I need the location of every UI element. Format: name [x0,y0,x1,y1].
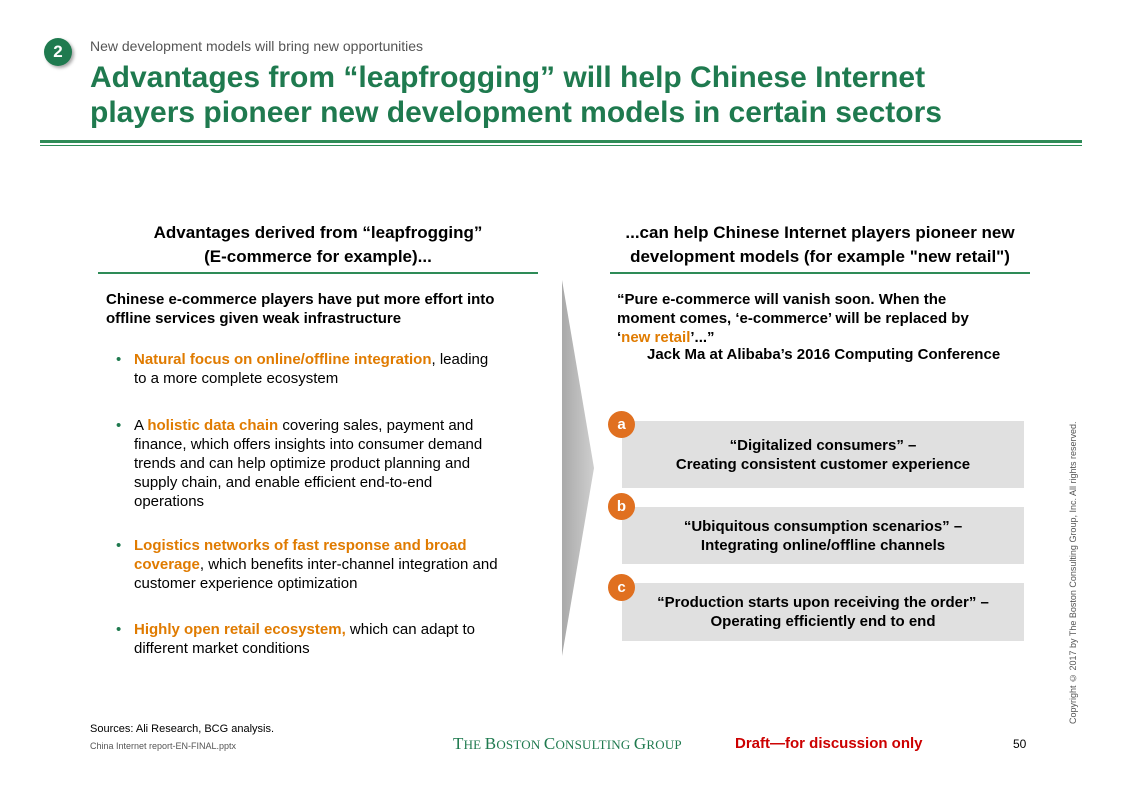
bullet-dot: • [116,621,122,638]
heading-line: Advantages derived from “leapfrogging” [153,223,483,242]
letter-badge-c: c [608,574,635,601]
card-ubiquitous-scenarios [622,507,1024,564]
intro-line: Chinese e-commerce players have put more effort into [106,291,495,308]
title-line: Advantages from “leapfrogging” will help Chinese Internet [90,61,926,94]
bullet-text: A [134,417,148,434]
bullet-text: which can adapt to [345,621,476,638]
page-number: 50 [1013,737,1027,751]
list-item [106,620,475,658]
card-digitalized-consumers [622,421,1024,488]
card-production-on-order [622,583,1024,641]
bullet-text: , leading [431,351,489,368]
letter-badge-b: b [608,493,635,520]
list-item [106,416,482,511]
quote-highlight: new retail [621,329,691,346]
sources-note: Sources: Ali Research, BCG analysis. [90,723,275,735]
heading-line: development models (for example "new retail") [630,247,1010,266]
heading-line: ...can help Chinese Internet players pioneer new [625,223,1015,242]
bullet-highlight: holistic data chain [147,417,279,434]
bullet-text: trends and can help optimize product planning and [134,455,471,472]
card-line: Creating consistent customer experience [675,455,971,473]
bullet-highlight: Logistics networks of fast response and broad [134,537,467,554]
list-item [106,350,488,388]
quote-line: moment comes, ‘e-commerce’ will be replaced by [617,310,969,327]
bullet-highlight: Natural focus on online/offline integration [134,351,432,368]
card-line: “Digitalized consumers” – [729,436,917,454]
list-item [106,536,498,593]
bullet-text: to a more complete ecosystem [134,370,339,387]
bullet-text: supply chain, and enable efficient end-to-end [134,474,433,491]
bullet-text: operations [134,493,205,510]
intro-line: offline services given weak infrastructure [106,310,402,327]
card-line: “Production starts upon receiving the order” – [657,594,989,611]
bullet-text: finance, which offers insights into consumer demand [134,436,483,453]
jack-ma-quote [617,290,1037,347]
bullet-text: different market conditions [134,640,310,657]
right-column-rule [610,272,1030,274]
draft-notice: Draft—for discussion only [735,735,923,752]
quote-attribution: Jack Ma at Alibaba’s 2016 Computing Conference [647,346,1001,363]
bcg-logo: THE BOSTON CONSULTING GROUP [453,734,682,753]
bullet-dot: • [116,537,122,554]
bullet-highlight: Highly open retail ecosystem, [134,621,346,638]
copyright-notice: Copyright © 2017 by The Boston Consulting Group, Inc. All rights reserved. [1068,421,1078,724]
quote-text: ‘ [617,329,622,346]
chevron-arrow-icon [560,280,596,656]
heading-line: (E-commerce for example)... [204,247,432,266]
right-column-heading [598,221,1042,269]
title-line: players pioneer new development models in certain sectors [90,96,942,129]
file-name: China Internet report-EN-FINAL.pptx [90,741,237,751]
bullet-highlight: coverage [134,556,200,573]
bullet-dot: • [116,417,122,434]
bullet-text: customer experience optimization [134,575,358,592]
quote-text: ’...” [690,329,715,346]
section-number-badge: 2 [44,38,72,66]
card-line: Integrating online/offline channels [700,536,946,554]
bullet-dot: • [116,351,122,368]
card-line: Operating efficiently end to end [710,613,936,630]
bullet-text: , which benefits inter-channel integration and [199,556,498,573]
quote-line: “Pure e-commerce will vanish soon. When the [617,291,947,308]
letter-badge-a: a [608,411,635,438]
bullet-text: covering sales, payment and [278,417,474,434]
left-bullet-list [106,0,556,700]
section-subtitle: New development models will bring new opportunities [90,38,424,54]
card-line: “Ubiquitous consumption scenarios” – [683,517,963,535]
